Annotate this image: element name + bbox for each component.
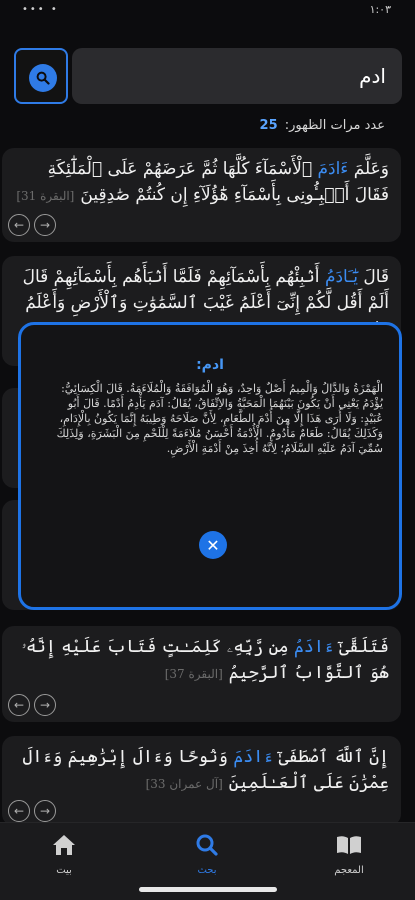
verse-highlight[interactable]: يَٰٓـَادَمُ <box>324 267 358 287</box>
verse-card <box>2 148 401 242</box>
arrow-left-icon: ← <box>13 804 25 818</box>
verse-card <box>2 736 401 826</box>
close-button[interactable] <box>199 531 227 559</box>
search-row <box>14 48 402 104</box>
verse-text: فَتَلَقَّىٰٓ ءَادَمُ مِن رَّبِّهِۦ كَلِمَـٰتٍ فَتَابَ عَلَيْهِ إِنَّهُۥ هُوَ ٱلتَّوَّابُ ٱلرَّحِيمُ[البقرة 37] <box>21 637 389 683</box>
occurrence-count-label: عدد مرات الظهور: <box>284 118 385 133</box>
verse-reference: [البقرة 37] <box>164 667 223 681</box>
tab-dictionary-label: المعجم <box>334 865 364 876</box>
prev-button[interactable] <box>8 800 30 822</box>
verse-reference: [آل عمران 33] <box>145 777 223 791</box>
tab-home-label: بيت <box>56 865 72 876</box>
arrow-right-icon: → <box>39 218 51 232</box>
tab-bar <box>0 822 415 900</box>
home-icon <box>51 833 77 857</box>
search-input[interactable] <box>72 48 402 104</box>
verse-nav <box>8 694 56 716</box>
search-button[interactable] <box>14 48 68 104</box>
search-icon <box>29 64 57 92</box>
signal-indicator: ••• • <box>22 4 59 15</box>
close-icon: ✕ <box>206 535 220 555</box>
tab-search[interactable] <box>167 833 247 876</box>
tab-dictionary[interactable] <box>309 833 389 876</box>
verse-highlight[interactable]: ءَادَمُ <box>293 637 334 657</box>
occurrence-count-value: 25 <box>259 118 278 133</box>
prev-button[interactable] <box>8 694 30 716</box>
verse-nav <box>8 800 56 822</box>
definition-body: الْهَمْزَةُ وَالدَّالُ وَالْمِيمُ أَصْلٌ وَاحِدٌ، وَهُوَ الْمُوَافَقَةُ وَالْمُلَاءَمَةُ. قَالَ الْكِسَائِيُّ: يُؤْدَمُ يَعْنِي أَنْ يَكُونَ بَيْنَهُمَا الْمَحَبَّةُ وَالاِتِّفَاقُ، يُقَالُ: آدَمَ يَأْدِمُ أَدْمًا. قَالَ أَبُو عُبَيْدٍ: وَلَا أُرَى هَذَا إِلَّا مِنَ أُدْمَ الطَّعَامِ، لِأَنَّ صَلَاحَهُ وَطِيبَهُ إِنَّمَا يَكُونُ بِالْإِدَامِ، وَكَذَلِكَ يُقَالُ: طَعَامٌ مَأْدُومٌ. الْأُدْمَةُ أَحْسَنُ مُلَاءَمَةً لِلْلَحْمِ مِنَ الْبَشَرَةِ، وَلِذَلِكَ سُمِّيَ آدَمُ عَلَيْهِ السَّلَامُ؛ لِأَنَّهُ أُخِذَ مِنْ أَدْمَةِ الْأَرْضِ. <box>56 382 383 455</box>
arrow-right-icon: → <box>39 698 51 712</box>
prev-button[interactable] <box>8 214 30 236</box>
status-time: ١:٠٣ <box>369 3 391 16</box>
status-bar <box>0 0 415 22</box>
verse-text: قَالَ يَٰٓـَادَمُ أَنۢبِئْهُم بِأَسْمَآئِهِمْ فَلَمَّا أَنۢبَأَهُم بِأَسْمَآئِهِمْ قَالَ أَلَمْ أَقُل لَّكُمْ إِنِّىٓ أَعْلَمُ غَيْبَ ٱلسَّمَٰوَٰتِ وَٱلْأَرْضِ وَأَعْلَمُ <box>22 267 389 313</box>
verse-text: وَعَلَّمَ ءَادَمَ ٱلْأَسْمَآءَ كُلَّهَا ثُمَّ عَرَضَهُمْ عَلَى ٱلْمَلَٰٓئِكَةِ فَقَالَ أَنۢبِـُٔونِى بِأَسْمَآءِ هَٰٓؤُلَآءِ إِن كُنتُمْ صَٰدِقِينَ[البقرة 31] <box>16 159 389 205</box>
next-button[interactable] <box>34 800 56 822</box>
arrow-right-icon: → <box>39 804 51 818</box>
definition-title: ادم: <box>196 357 224 373</box>
verse-nav <box>8 214 56 236</box>
tab-home[interactable] <box>24 833 104 876</box>
search-icon <box>195 833 219 857</box>
occurrence-count <box>260 118 385 133</box>
arrow-left-icon: ← <box>13 218 25 232</box>
verse-text: إِنَّ ٱللَّهَ ٱصْطَفَىٰٓ ءَادَمَ وَنُوحًا وَءَالَ إِبْرَٰهِيمَ وَءَالَ عِمْرَٰنَ عَلَى ٱلْعَـٰلَمِينَ[آل عمران 33] <box>22 747 389 793</box>
definition-dialog <box>18 322 402 610</box>
next-button[interactable] <box>34 694 56 716</box>
tab-search-label: بحث <box>197 865 217 876</box>
verse-highlight[interactable]: ءَادَمَ <box>317 159 349 179</box>
verse-highlight[interactable]: ءَادَمَ <box>233 747 274 767</box>
verse-reference: [البقرة 31] <box>16 189 75 203</box>
book-icon <box>335 833 363 857</box>
home-indicator <box>139 887 277 892</box>
next-button[interactable] <box>34 214 56 236</box>
verse-card <box>2 626 401 722</box>
arrow-left-icon: ← <box>13 698 25 712</box>
